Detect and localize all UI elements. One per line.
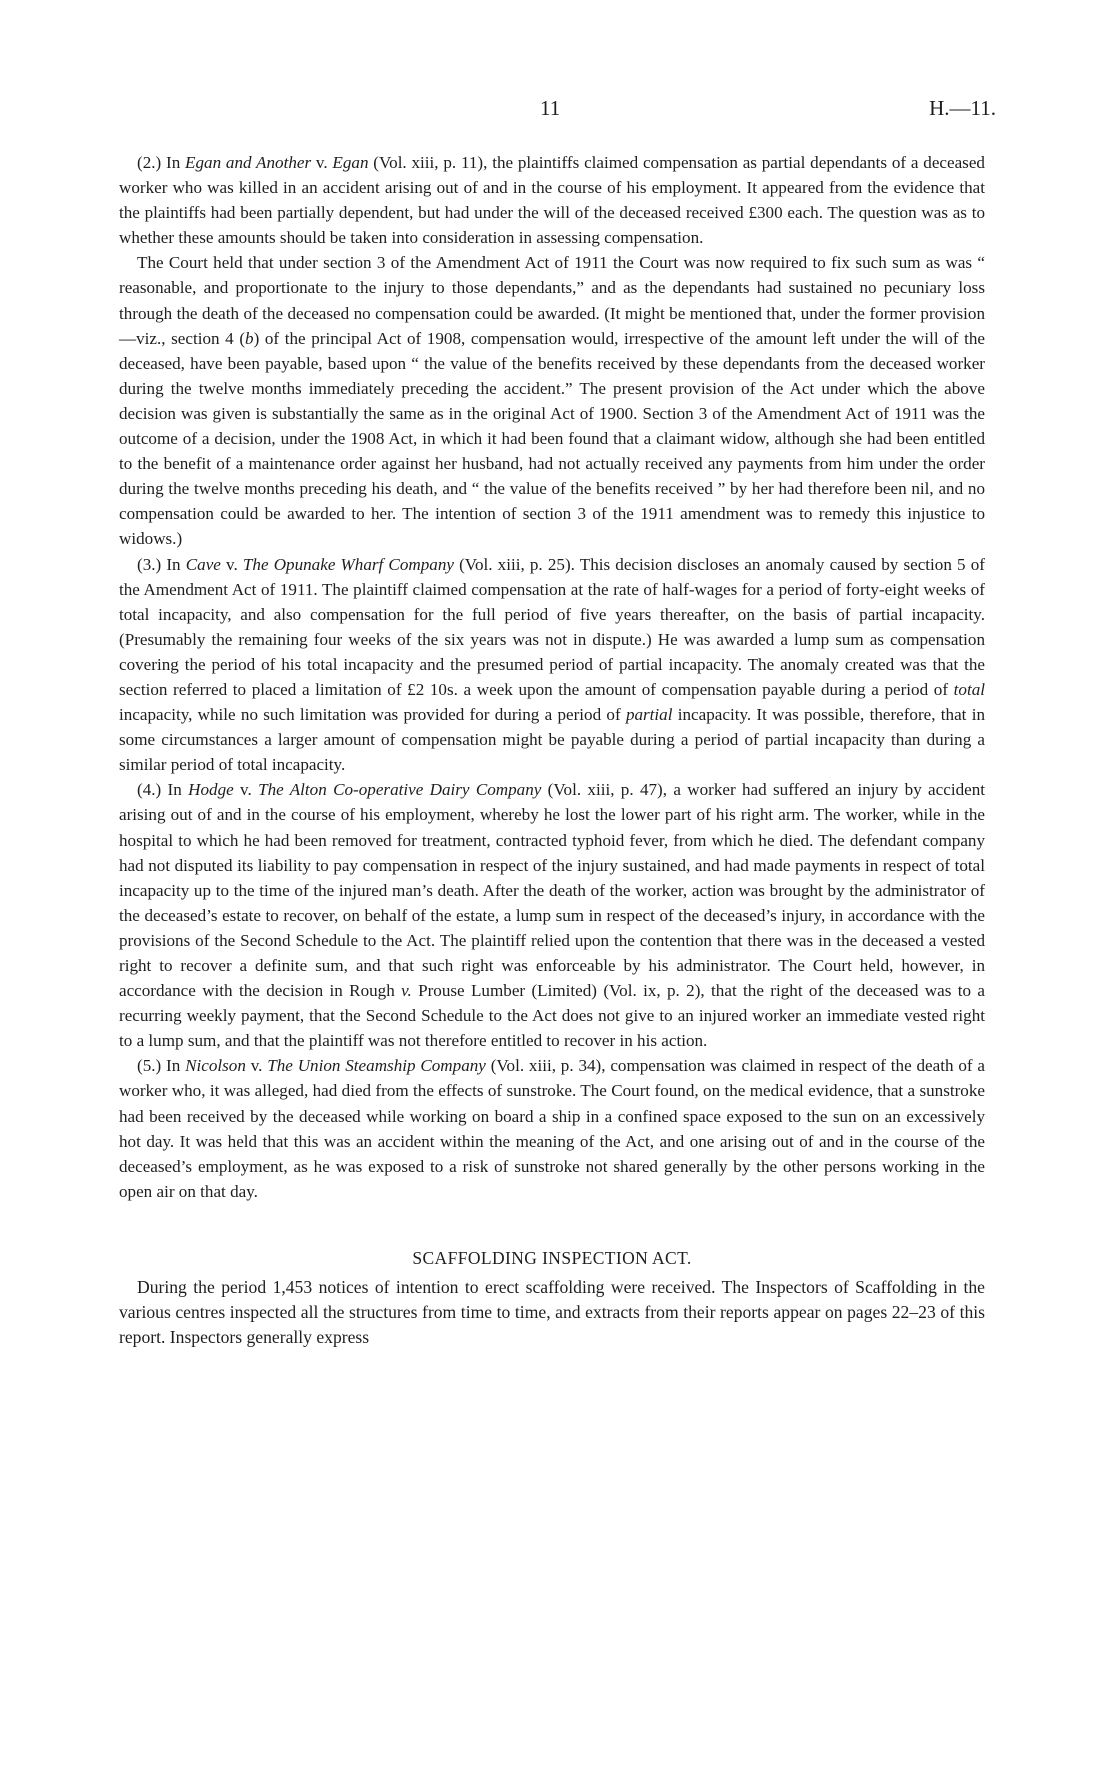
case-paragraph-4: (4.) In Hodge v. The Alton Co-operative Dairy Company (Vol. xiii, p. 47), a worker had suffered an injury by accident arising out of and in the course of his employment, whereby he lost the lower part of his right arm. The worker, while in the hospital to which he had been removed for treatment, contracted typhoid fever, from which he died. The defendant company had not disputed its liability to pay compensation in respect of the injury sustained, and had made payments in respect of total incapacity up to the time of the injured man’s death. After the death of the worker, action was brought by the administrator of the deceased’s estate to recover, on behalf of the estate, a lump sum in respect of the deceased’s injury, in accordance with the provisions of the Second Schedule to the Act. The plaintiff relied upon the contention that there was in the deceased a vested right to recover a definite sum, and that such right was enforceable by his administrator. The Court held, however, in accordance with the decision in Rough v. Prouse Lumber (Limited) (Vol. ix, p. 2), that the right of the deceased was to a recurring weekly payment, that the Second Schedule to the Act does not give to an injured worker an immediate vested right to a lump sum, and that the plaintiff was not therefore entitled to recover in his action. xyxy=(119,780,986,1051)
scaffolding-paragraph: During the period 1,453 notices of intention to erect scaffolding were received. The Inspectors of Scaffolding in the various centres inspected all the structures from time to time, and extracts from their reports appear on pages 22–23 of this report. Inspectors generally express xyxy=(119,1276,985,1348)
report-body xyxy=(119,150,985,1350)
case-paragraph-5: (5.) In Nicolson v. The Union Steamship Company (Vol. xiii, p. 34), compensation was claimed in respect of the death of a worker who, it was alleged, had died from the effects of sunstroke. The Court found, on the medical evidence, that a sunstroke had been received by the deceased while working on board a ship in a confined space exposed to the sun on an excessively hot day. It was held that this was an accident within the meaning of the Act, and one arising out of and in the course of the deceased’s employment, as he was exposed to a risk of sunstroke not shared generally by the other persons working in the open air on that day. xyxy=(119,1056,985,1201)
page-number: 11 xyxy=(540,96,561,120)
series-code: H.—11. xyxy=(929,96,996,120)
case-paragraph-2: (2.) In Egan and Another v. Egan (Vol. xiii, p. 11), the plaintiffs claimed compensation as partial dependants of a deceased worker who was killed in an accident arising out of and in the course of his employment. It appeared from the evidence that the plaintiffs had been partially dependent, but had under the will of the deceased received £300 each. The question was as to whether these amounts should be taken into consideration in assessing compensation. xyxy=(119,153,985,248)
case-paragraph-3: (3.) In Cave v. The Opunake Wharf Company (Vol. xiii, p. 25). This decision discloses an anomaly caused by section 5 of the Amendment Act of 1911. The plaintiff claimed compensation at the rate of half-wages for a period of forty-eight weeks of total incapacity, and also compensation for the full period of five years thereafter, on the basis of partial incapacity. (Presumably the remaining four weeks of the six years was not in dispute.) He was awarded a lump sum as compensation covering the period of his total incapacity and the presumed period of partial incapacity. The anomaly created was that the section referred to placed a limitation of £2 10s. a week upon the amount of compensation payable during a period of total incapacity, while no such limitation was provided for during a period of partial incapacity. It was possible, therefore, that in some circumstances a larger amount of compensation might be payable during a period of partial incapacity than during a similar period of total incapacity. xyxy=(119,554,985,775)
section-heading: SCAFFOLDING INSPECTION ACT. xyxy=(412,1247,692,1268)
court-holding-paragraph: The Court held that under section 3 of the Amendment Act of 1911 the Court was now required to fix such sum as was “ reasonable, and proportionate to the injury to those dependants,” and as the dependants had sustained no pecuniary loss through the death of the deceased no compensation could be awarded. (It might be mentioned that, under the former provision—viz., section 4 (b) of the principal Act of 1908, compensation would, irrespective of the amount left under the will of the deceased, have been payable, based upon “ the value of the benefits received by these dependants from the deceased worker during the twelve months immediately preceding the accident.” The present provision of the Act under which the above decision was given is substantially the same as in the original Act of 1900. Section 3 of the Amendment Act of 1911 was the outcome of a decision, under the 1908 Act, in which it had been found that a claimant widow, although she had been entitled to the benefit of a maintenance order against her husband, had not actually received any payments from him under the order during the twelve months preceding his death, and “ the value of the benefits received ” by her had therefore been nil, and no compensation could be awarded to her. The intention of section 3 of the 1911 amendment was to remedy this injustice to widows.) xyxy=(119,253,985,549)
page-header xyxy=(0,96,1114,126)
